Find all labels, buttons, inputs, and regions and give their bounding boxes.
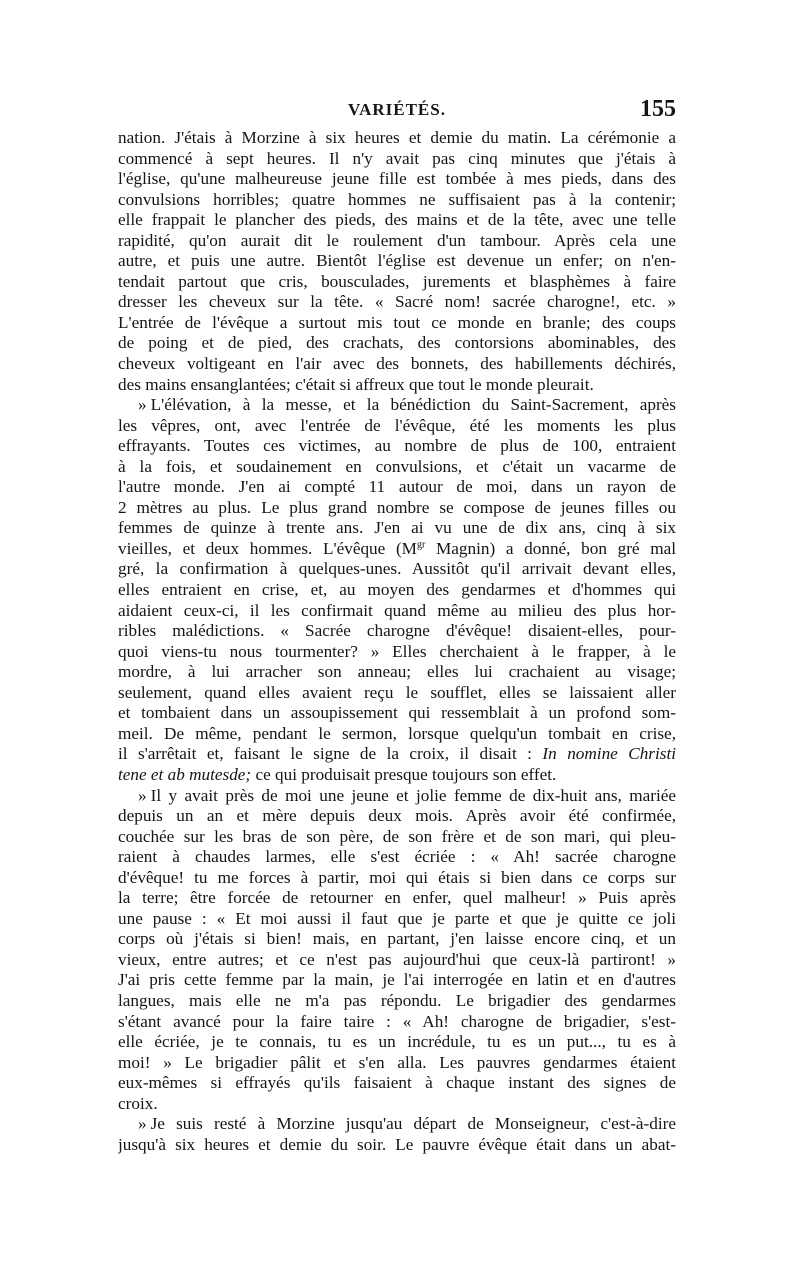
text-line: eux-mêmes si effrayés qu'ils faisaient à chaque instant des signes de <box>118 1073 676 1093</box>
text-fragment: il s'arrêtait et, faisant le signe de la croix, il disait : <box>118 744 532 764</box>
text-line: autre, et puis une autre. Bientôt l'église est devenue un enfer; on n'en- <box>118 251 676 271</box>
text-line <box>118 744 676 765</box>
text-line: L'entrée de l'évêque a surtout mis tout ce monde en branle; des coups <box>118 312 676 332</box>
text-line: corps où j'étais si bien! mais, en partant, j'en laisse encore cinq, et un <box>118 929 676 949</box>
text-line: elles entraient en crise, et, au moyen des gendarmes et d'hommes qui <box>118 580 676 600</box>
text-fragment: L'élévation, à la messe, et la bénédiction du Saint-Sacrement, après <box>150 395 676 415</box>
text-line: tendait partout que cris, bousculades, jurements et blasphèmes à faire <box>118 271 676 291</box>
text-line <box>118 786 676 807</box>
text-line: dresser les cheveux sur la tête. « Sacré nom! sacrée charogne!, etc. » <box>118 292 676 312</box>
running-title: VARIÉTÉS. <box>348 100 446 119</box>
superscript: gr <box>416 539 426 551</box>
page-number: 155 <box>640 96 676 122</box>
text-line: des mains ensanglantées; c'était si affreux que tout le monde pleurait. <box>118 374 594 394</box>
text-line: femmes de quinze à trente ans. J'en ai vu une de dix ans, cinq à six <box>118 518 676 538</box>
text-line: couchée sur les bras de son père, de son frère et de son mari, qui pleu- <box>118 826 676 846</box>
latin-phrase: tene et ab mutesde; <box>118 764 252 784</box>
text-line: quoi viens-tu nous tourmenter? » Elles cherchaient à le frapper, à le <box>118 641 676 661</box>
body-text <box>118 128 676 1155</box>
text-line: les vêpres, ont, avec l'entrée de l'évêque, été les moments les plus <box>118 415 676 435</box>
text-line: la terre; être forcée de retourner en enfer, quel malheur! » Puis après <box>118 888 676 908</box>
quote-marker: » <box>138 1114 147 1134</box>
text-line: aidaient ceux-ci, il les confirmait quand même au milieu des plus hor- <box>118 600 676 620</box>
text-line: et tombaient dans un assoupissement qui ressemblait à un profond som- <box>118 703 676 723</box>
text-line: croix. <box>118 1093 158 1113</box>
text-line: meil. De même, pendant le sermon, lorsque quelqu'un tombait en crise, <box>118 723 676 743</box>
text-fragment: Il y avait près de moi une jeune et jolie femme de dix-huit ans, mariée <box>150 785 676 805</box>
text-line: commencé à sept heures. Il n'y avait pas cinq minutes que j'étais à <box>118 148 676 168</box>
text-line: elle écriée, je te connais, tu es un incrédule, tu es un put..., tu es à <box>118 1032 676 1052</box>
text-line: 2 mètres au plus. Le plus grand nombre se compose de jeunes filles ou <box>118 497 676 517</box>
text-line: gré, la confirmation à quelques-unes. Aussitôt qu'il arrivait devant elles, <box>118 559 676 579</box>
text-line: jusqu'à six heures et demie du soir. Le pauvre évêque était dans un abat- <box>118 1134 676 1154</box>
text-fragment: ce qui produisait presque toujours son effet. <box>251 764 557 784</box>
text-line: l'église, qu'une malheureuse jeune fille est tombée à mes pieds, dans des <box>118 169 676 189</box>
text-line: de poing et de pied, des crachats, des contorsions abominables, des <box>118 333 676 353</box>
latin-phrase: In nomine Christi <box>542 744 676 764</box>
text-line: J'ai pris cette femme par la main, je l'ai interrogée en latin et en d'autres <box>118 970 676 990</box>
text-line: cheveux voltigeant en l'air avec des bonnets, des habillements déchirés, <box>118 354 676 374</box>
text-line: d'évêque! tu me forces à partir, moi qui étais si bien dans ce corps sur <box>118 867 676 887</box>
text-line: une pause : « Et moi aussi il faut que je parte et que je quitte ce joli <box>118 908 676 928</box>
text-line: nation. J'étais à Morzine à six heures et demie du matin. La cérémonie a <box>118 128 676 147</box>
text-line <box>118 1114 676 1135</box>
text-fragment: vieilles, et deux hommes. L'évêque (M <box>118 538 417 558</box>
text-line: convulsions horribles; quatre hommes ne suffisaient pas à la contenir; <box>118 189 676 209</box>
text-line: ribles malédictions. « Sacrée charogne d'évêque! disaient-elles, pour- <box>118 621 676 641</box>
text-line: effrayants. Toutes ces victimes, au nombre de plus de 100, entraient <box>118 436 676 456</box>
quote-marker: » <box>138 395 147 415</box>
text-line <box>118 765 676 786</box>
text-line: moi! » Le brigadier pâlit et s'en alla. Les pauvres gendarmes étaient <box>118 1052 676 1072</box>
text-line: seulement, quand elles avaient reçu le soufflet, elles se laissaient aller <box>118 682 676 702</box>
text-line: vieux, entre autres; et ce n'est pas aujourd'hui que ceux-là partiront! » <box>118 949 676 969</box>
text-line: depuis un an et mère depuis deux mois. Après avoir été confirmée, <box>118 806 676 826</box>
text-line: s'étant avancé pour la faire taire : « Ah! charogne de brigadier, s'est- <box>118 1011 676 1031</box>
text-line: à la fois, et soudainement en convulsions, et c'était un vacarme de <box>118 456 676 476</box>
text-line: raient à chaudes larmes, elle s'est écriée : « Ah! sacrée charogne <box>118 847 676 867</box>
text-line: rapidité, qu'on aurait dit le roulement d'un tambour. Après cela une <box>118 230 676 250</box>
text-line <box>118 395 676 416</box>
text-line <box>118 539 676 560</box>
text-line: langues, mais elle ne m'a pas répondu. Le brigadier des gendarmes <box>118 990 676 1010</box>
page-header <box>118 96 676 130</box>
text-line: elle frappait le plancher des pieds, des mains et de la tête, avec une telle <box>118 210 676 230</box>
text-fragment: Je suis resté à Morzine jusqu'au départ de Monseigneur, c'est-à-dire <box>150 1114 676 1134</box>
text-line: mordre, à lui arracher son anneau; elles lui crachaient au visage; <box>118 662 676 682</box>
text-fragment: Magnin) a donné, bon gré mal <box>425 538 676 558</box>
text-line: l'autre monde. J'en ai compté 11 autour de moi, dans un rayon de <box>118 477 676 497</box>
quote-marker: » <box>138 785 147 805</box>
